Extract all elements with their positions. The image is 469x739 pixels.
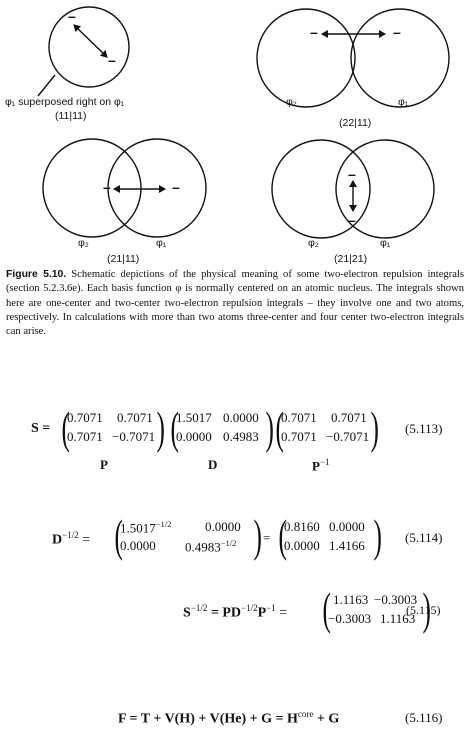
paren-right: )	[422, 583, 431, 634]
pointer-line-p1	[38, 75, 55, 96]
orbital-circle-p1	[49, 7, 129, 87]
matrix-dm-11-base: 1.5017	[120, 520, 156, 536]
matrix-r-21: 0.0000	[284, 538, 320, 553]
eq115-mid2: P	[257, 605, 267, 621]
eq115-equals: =	[279, 605, 288, 621]
panel1-note: φ₁ superposed right on φ₁	[5, 96, 125, 108]
eq115-lhs	[183, 603, 287, 622]
paren-right: )	[253, 510, 262, 561]
caption-label: Figure 5.10.	[6, 269, 67, 280]
paren-right: )	[156, 402, 165, 453]
eq116-text: F = T + V(H) + V(He) + G = H	[118, 711, 298, 727]
paren-right: )	[370, 402, 379, 453]
label-pinv-base: P	[312, 458, 320, 474]
panel3-phi-left: φ₂	[78, 237, 89, 249]
matrix-r-11: 0.8160	[284, 519, 320, 534]
electron-minus: –	[393, 24, 401, 40]
panel3-phi-right: φ₁	[156, 237, 167, 249]
paren-left: (	[170, 402, 179, 453]
matrix-r-22: 1.4166	[329, 538, 365, 553]
electron-minus: –	[348, 212, 356, 228]
eq115-lhs-base: S	[183, 605, 191, 621]
matrix-s-22: 1.1163	[380, 611, 416, 626]
matrix-p-11: 0.7071	[67, 410, 103, 425]
matrix-d-22: 0.4983	[223, 429, 259, 444]
eq116-body	[118, 709, 339, 728]
eq116-tail: + G	[316, 711, 340, 727]
caption-text: Schematic depictions of the physical meaning of some two-electron repulsion integrals (section 5.2.3.6e). Each basis function φ is normally centered on an atomic nucleus. The integrals shown here are one-center and two-center two-electron repulsion integrals – they involve one and two atoms, respectively. In calculations with more than two atoms three-center and four center two-electron integrals can arise.	[6, 269, 464, 338]
eq115-mid: = PD	[210, 605, 242, 621]
panel4-integral: (21|21)	[334, 253, 368, 265]
panel1-integral: (11|11)	[55, 110, 87, 122]
paren-left: (	[322, 583, 331, 634]
electron-arrow-p1	[74, 25, 107, 57]
matrix-p-12: 0.7071	[117, 410, 153, 425]
figure-caption	[6, 268, 464, 339]
paren-right: )	[373, 510, 382, 561]
electron-minus: –	[172, 179, 180, 195]
matrix-pinv-22: −0.7071	[326, 429, 370, 444]
label-p: P	[100, 457, 108, 472]
panel3-integral: (21|11)	[107, 253, 140, 265]
eq114-equals2: =	[263, 530, 271, 545]
paren-left: (	[278, 510, 287, 561]
orbital-circle-phi2-p3	[43, 139, 141, 237]
eq116-number: (5.116)	[405, 710, 443, 725]
matrix-d-11: 1.5017	[176, 410, 212, 425]
paren-left: (	[275, 402, 284, 453]
matrix-dm-22-sup: −1/2	[220, 538, 237, 548]
eq115-number: (5.115)	[406, 603, 441, 617]
paren-left: (	[114, 510, 123, 561]
eq115-mid2-sup: −1	[266, 603, 276, 613]
eq115-lhs-sup: −1/2	[190, 603, 208, 613]
matrix-s-11: 1.1163	[333, 592, 369, 607]
eq114-number: (5.114)	[405, 530, 443, 545]
panel4-phi-right: φ₁	[380, 237, 391, 249]
matrix-s-21: −0.3003	[328, 611, 372, 626]
matrix-pinv-21: 0.7071	[281, 429, 317, 444]
panel2-phi-right: φ₁	[398, 96, 409, 108]
eq115-mid-sup: −1/2	[241, 603, 258, 613]
electron-minus: –	[103, 179, 111, 195]
eq114-lhs	[52, 530, 90, 549]
label-pinv-sup: −1	[319, 457, 330, 467]
electron-minus: –	[68, 8, 76, 24]
matrix-d-21: 0.0000	[176, 429, 212, 444]
eq113-number: (5.113)	[405, 421, 443, 436]
paren-left: (	[61, 402, 70, 453]
label-d: D	[208, 457, 218, 472]
matrix-dm-12: 0.0000	[205, 519, 241, 534]
panel2-phi-left: φ₂	[286, 96, 297, 108]
eq113-lhs: S =	[31, 421, 51, 436]
matrix-dm-22-base: 0.4983	[185, 539, 221, 555]
matrix-dm-21: 0.0000	[120, 538, 156, 553]
eq114-lhs-base: D	[52, 532, 63, 548]
electron-minus: –	[348, 166, 356, 182]
matrix-dm-11	[120, 519, 171, 536]
matrix-d-12: 0.0000	[223, 410, 259, 425]
panel2-integral: (22|11)	[339, 117, 372, 129]
matrix-p-22: −0.7071	[112, 429, 156, 444]
matrix-p-21: 0.7071	[67, 429, 103, 444]
paren-right: )	[265, 402, 274, 453]
label-pinv	[312, 457, 330, 474]
electron-minus: –	[108, 52, 116, 68]
matrix-dm-22	[185, 538, 236, 555]
panel4-phi-left: φ₂	[308, 237, 319, 249]
matrix-pinv-12: 0.7071	[331, 410, 367, 425]
eq114-equals: =	[82, 532, 91, 548]
matrix-r-12: 0.0000	[329, 519, 365, 534]
orbital-circle-phi2-p2	[257, 9, 355, 107]
matrix-pinv-11: 0.7071	[281, 410, 317, 425]
electron-minus: –	[310, 24, 318, 40]
matrix-dm-11-sup: −1/2	[155, 519, 172, 529]
eq116-sup: core	[297, 709, 314, 719]
eq114-lhs-sup: −1/2	[62, 530, 79, 540]
orbital-circle-phi1-p3	[108, 139, 206, 237]
matrix-s-12: −0.3003	[374, 592, 418, 607]
